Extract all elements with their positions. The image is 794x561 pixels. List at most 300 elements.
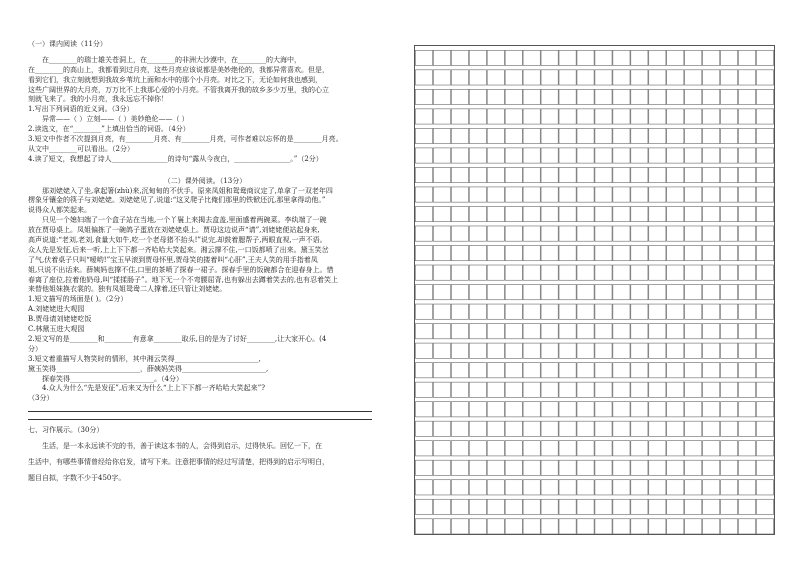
grid-cell[interactable]	[559, 382, 576, 397]
grid-cell[interactable]	[577, 402, 594, 417]
grid-cell[interactable]	[577, 441, 594, 456]
grid-cell[interactable]	[433, 50, 450, 65]
grid-cell[interactable]	[577, 421, 594, 436]
grid-cell[interactable]	[415, 402, 432, 417]
grid-cell[interactable]	[469, 128, 486, 143]
grid-cell[interactable]	[523, 89, 540, 104]
grid-cell[interactable]	[631, 460, 648, 475]
grid-cell[interactable]	[433, 519, 450, 534]
grid-cell[interactable]	[451, 148, 468, 163]
grid-cell[interactable]	[613, 245, 630, 260]
grid-cell[interactable]	[415, 187, 432, 202]
grid-cell[interactable]	[685, 167, 702, 182]
grid-cell[interactable]	[667, 460, 684, 475]
grid-cell[interactable]	[613, 519, 630, 534]
grid-cell[interactable]	[505, 402, 522, 417]
grid-cell[interactable]	[613, 167, 630, 182]
grid-cell[interactable]	[721, 128, 738, 143]
grid-cell[interactable]	[577, 245, 594, 260]
grid-cell[interactable]	[505, 226, 522, 241]
grid-cell[interactable]	[577, 265, 594, 280]
grid-cell[interactable]	[649, 460, 666, 475]
grid-cell[interactable]	[505, 460, 522, 475]
grid-cell[interactable]	[613, 70, 630, 85]
grid-cell[interactable]	[595, 402, 612, 417]
grid-cell[interactable]	[451, 89, 468, 104]
grid-cell[interactable]	[559, 167, 576, 182]
grid-cell[interactable]	[685, 441, 702, 456]
grid-cell[interactable]	[703, 304, 720, 319]
grid-cell[interactable]	[739, 421, 756, 436]
grid-cell[interactable]	[505, 167, 522, 182]
grid-cell[interactable]	[487, 285, 504, 300]
grid-cell[interactable]	[487, 70, 504, 85]
grid-cell[interactable]	[559, 206, 576, 221]
grid-cell[interactable]	[577, 226, 594, 241]
grid-cell[interactable]	[721, 89, 738, 104]
grid-cell[interactable]	[451, 480, 468, 495]
grid-cell[interactable]	[685, 50, 702, 65]
grid-cell[interactable]	[685, 187, 702, 202]
grid-cell[interactable]	[415, 226, 432, 241]
grid-cell[interactable]	[739, 128, 756, 143]
grid-cell[interactable]	[721, 206, 738, 221]
grid-cell[interactable]	[721, 499, 738, 514]
grid-cell[interactable]	[667, 128, 684, 143]
grid-cell[interactable]	[613, 206, 630, 221]
grid-cell[interactable]	[469, 206, 486, 221]
grid-cell[interactable]	[523, 363, 540, 378]
grid-cell[interactable]	[577, 50, 594, 65]
grid-cell[interactable]	[756, 148, 773, 163]
grid-cell[interactable]	[433, 285, 450, 300]
grid-cell[interactable]	[685, 343, 702, 358]
grid-cell[interactable]	[756, 441, 773, 456]
grid-cell[interactable]	[685, 89, 702, 104]
grid-cell[interactable]	[451, 265, 468, 280]
grid-cell[interactable]	[505, 304, 522, 319]
grid-cell[interactable]	[703, 109, 720, 124]
grid-cell[interactable]	[721, 245, 738, 260]
grid-cell[interactable]	[469, 324, 486, 339]
grid-cell[interactable]	[577, 148, 594, 163]
grid-cell[interactable]	[523, 460, 540, 475]
grid-cell[interactable]	[415, 363, 432, 378]
grid-cell[interactable]	[451, 363, 468, 378]
grid-cell[interactable]	[613, 285, 630, 300]
grid-cell[interactable]	[505, 89, 522, 104]
grid-cell[interactable]	[559, 421, 576, 436]
grid-cell[interactable]	[613, 128, 630, 143]
grid-cell[interactable]	[756, 519, 773, 534]
grid-cell[interactable]	[505, 363, 522, 378]
grid-cell[interactable]	[739, 148, 756, 163]
grid-cell[interactable]	[721, 421, 738, 436]
grid-cell[interactable]	[703, 460, 720, 475]
grid-cell[interactable]	[667, 167, 684, 182]
grid-cell[interactable]	[577, 187, 594, 202]
grid-cell[interactable]	[649, 245, 666, 260]
grid-cell[interactable]	[487, 499, 504, 514]
grid-cell[interactable]	[756, 363, 773, 378]
grid-cell[interactable]	[721, 226, 738, 241]
grid-cell[interactable]	[667, 382, 684, 397]
grid-cell[interactable]	[433, 363, 450, 378]
grid-cell[interactable]	[415, 499, 432, 514]
grid-cell[interactable]	[613, 148, 630, 163]
grid-cell[interactable]	[487, 167, 504, 182]
grid-cell[interactable]	[649, 70, 666, 85]
grid-cell[interactable]	[739, 363, 756, 378]
grid-cell[interactable]	[415, 70, 432, 85]
grid-cell[interactable]	[487, 519, 504, 534]
grid-cell[interactable]	[756, 128, 773, 143]
grid-cell[interactable]	[505, 343, 522, 358]
grid-cell[interactable]	[487, 441, 504, 456]
grid-cell[interactable]	[451, 324, 468, 339]
grid-cell[interactable]	[559, 285, 576, 300]
grid-cell[interactable]	[756, 109, 773, 124]
grid-cell[interactable]	[577, 285, 594, 300]
grid-cell[interactable]	[595, 187, 612, 202]
grid-cell[interactable]	[505, 441, 522, 456]
grid-cell[interactable]	[595, 167, 612, 182]
grid-cell[interactable]	[487, 343, 504, 358]
grid-cell[interactable]	[487, 109, 504, 124]
grid-cell[interactable]	[433, 206, 450, 221]
grid-cell[interactable]	[577, 128, 594, 143]
grid-cell[interactable]	[721, 480, 738, 495]
grid-cell[interactable]	[559, 128, 576, 143]
grid-cell[interactable]	[667, 421, 684, 436]
grid-cell[interactable]	[541, 148, 558, 163]
grid-cell[interactable]	[559, 460, 576, 475]
grid-cell[interactable]	[487, 304, 504, 319]
grid-cell[interactable]	[523, 148, 540, 163]
grid-cell[interactable]	[685, 499, 702, 514]
grid-cell[interactable]	[631, 402, 648, 417]
grid-cell[interactable]	[667, 304, 684, 319]
grid-cell[interactable]	[505, 421, 522, 436]
grid-cell[interactable]	[523, 50, 540, 65]
grid-cell[interactable]	[595, 89, 612, 104]
grid-cell[interactable]	[685, 245, 702, 260]
grid-cell[interactable]	[595, 265, 612, 280]
grid-cell[interactable]	[649, 363, 666, 378]
grid-cell[interactable]	[631, 226, 648, 241]
grid-cell[interactable]	[739, 50, 756, 65]
grid-cell[interactable]	[595, 70, 612, 85]
grid-cell[interactable]	[451, 109, 468, 124]
grid-cell[interactable]	[541, 206, 558, 221]
grid-cell[interactable]	[541, 441, 558, 456]
grid-cell[interactable]	[721, 148, 738, 163]
grid-cell[interactable]	[487, 89, 504, 104]
grid-cell[interactable]	[469, 402, 486, 417]
grid-cell[interactable]	[631, 148, 648, 163]
grid-cell[interactable]	[703, 265, 720, 280]
grid-cell[interactable]	[739, 206, 756, 221]
grid-cell[interactable]	[739, 245, 756, 260]
grid-cell[interactable]	[756, 499, 773, 514]
grid-cell[interactable]	[756, 324, 773, 339]
grid-cell[interactable]	[433, 70, 450, 85]
grid-cell[interactable]	[433, 167, 450, 182]
grid-cell[interactable]	[577, 324, 594, 339]
grid-cell[interactable]	[649, 187, 666, 202]
grid-cell[interactable]	[559, 226, 576, 241]
grid-cell[interactable]	[649, 421, 666, 436]
grid-cell[interactable]	[487, 480, 504, 495]
grid-cell[interactable]	[505, 480, 522, 495]
grid-cell[interactable]	[505, 265, 522, 280]
grid-cell[interactable]	[559, 324, 576, 339]
grid-cell[interactable]	[739, 304, 756, 319]
grid-cell[interactable]	[649, 265, 666, 280]
grid-cell[interactable]	[523, 265, 540, 280]
grid-cell[interactable]	[541, 167, 558, 182]
grid-cell[interactable]	[559, 519, 576, 534]
grid-cell[interactable]	[703, 245, 720, 260]
grid-cell[interactable]	[739, 519, 756, 534]
grid-cell[interactable]	[756, 89, 773, 104]
grid-cell[interactable]	[451, 245, 468, 260]
grid-cell[interactable]	[756, 70, 773, 85]
grid-cell[interactable]	[756, 343, 773, 358]
grid-cell[interactable]	[703, 382, 720, 397]
grid-cell[interactable]	[721, 70, 738, 85]
grid-cell[interactable]	[613, 265, 630, 280]
grid-cell[interactable]	[415, 421, 432, 436]
grid-cell[interactable]	[541, 50, 558, 65]
grid-cell[interactable]	[577, 167, 594, 182]
grid-cell[interactable]	[469, 187, 486, 202]
grid-cell[interactable]	[721, 50, 738, 65]
grid-cell[interactable]	[595, 441, 612, 456]
grid-cell[interactable]	[433, 402, 450, 417]
grid-cell[interactable]	[595, 50, 612, 65]
grid-cell[interactable]	[631, 324, 648, 339]
grid-cell[interactable]	[631, 70, 648, 85]
grid-cell[interactable]	[415, 50, 432, 65]
grid-cell[interactable]	[577, 89, 594, 104]
grid-cell[interactable]	[667, 206, 684, 221]
grid-cell[interactable]	[649, 167, 666, 182]
grid-cell[interactable]	[721, 460, 738, 475]
grid-cell[interactable]	[667, 324, 684, 339]
grid-cell[interactable]	[613, 50, 630, 65]
grid-cell[interactable]	[541, 265, 558, 280]
grid-cell[interactable]	[631, 343, 648, 358]
grid-cell[interactable]	[487, 128, 504, 143]
grid-cell[interactable]	[721, 402, 738, 417]
grid-cell[interactable]	[703, 421, 720, 436]
grid-cell[interactable]	[415, 89, 432, 104]
grid-cell[interactable]	[613, 441, 630, 456]
grid-cell[interactable]	[631, 128, 648, 143]
grid-cell[interactable]	[541, 343, 558, 358]
grid-cell[interactable]	[685, 460, 702, 475]
grid-cell[interactable]	[703, 50, 720, 65]
grid-cell[interactable]	[469, 70, 486, 85]
grid-cell[interactable]	[721, 441, 738, 456]
grid-cell[interactable]	[469, 421, 486, 436]
grid-cell[interactable]	[685, 402, 702, 417]
grid-cell[interactable]	[685, 206, 702, 221]
grid-cell[interactable]	[685, 480, 702, 495]
grid-cell[interactable]	[541, 285, 558, 300]
grid-cell[interactable]	[415, 460, 432, 475]
grid-cell[interactable]	[415, 128, 432, 143]
grid-cell[interactable]	[595, 499, 612, 514]
grid-cell[interactable]	[505, 128, 522, 143]
grid-cell[interactable]	[756, 265, 773, 280]
grid-cell[interactable]	[487, 265, 504, 280]
grid-cell[interactable]	[756, 421, 773, 436]
grid-cell[interactable]	[433, 324, 450, 339]
grid-cell[interactable]	[595, 304, 612, 319]
grid-cell[interactable]	[756, 226, 773, 241]
grid-cell[interactable]	[685, 285, 702, 300]
grid-cell[interactable]	[433, 460, 450, 475]
grid-cell[interactable]	[595, 363, 612, 378]
grid-cell[interactable]	[505, 187, 522, 202]
grid-cell[interactable]	[523, 343, 540, 358]
grid-cell[interactable]	[667, 70, 684, 85]
grid-cell[interactable]	[559, 70, 576, 85]
grid-cell[interactable]	[433, 128, 450, 143]
grid-cell[interactable]	[487, 226, 504, 241]
answer-line[interactable]	[28, 412, 372, 420]
grid-cell[interactable]	[703, 187, 720, 202]
grid-cell[interactable]	[739, 382, 756, 397]
grid-cell[interactable]	[433, 304, 450, 319]
grid-cell[interactable]	[469, 499, 486, 514]
grid-cell[interactable]	[721, 363, 738, 378]
grid-cell[interactable]	[613, 187, 630, 202]
grid-cell[interactable]	[595, 128, 612, 143]
grid-cell[interactable]	[756, 167, 773, 182]
grid-cell[interactable]	[703, 70, 720, 85]
grid-cell[interactable]	[703, 343, 720, 358]
grid-cell[interactable]	[433, 89, 450, 104]
grid-cell[interactable]	[505, 206, 522, 221]
grid-cell[interactable]	[685, 265, 702, 280]
grid-cell[interactable]	[756, 402, 773, 417]
grid-cell[interactable]	[523, 70, 540, 85]
grid-cell[interactable]	[703, 519, 720, 534]
grid-cell[interactable]	[595, 460, 612, 475]
grid-cell[interactable]	[649, 50, 666, 65]
grid-cell[interactable]	[756, 480, 773, 495]
grid-cell[interactable]	[756, 382, 773, 397]
grid-cell[interactable]	[487, 187, 504, 202]
grid-cell[interactable]	[523, 206, 540, 221]
grid-cell[interactable]	[505, 285, 522, 300]
grid-cell[interactable]	[415, 382, 432, 397]
grid-cell[interactable]	[469, 109, 486, 124]
grid-cell[interactable]	[703, 128, 720, 143]
grid-cell[interactable]	[433, 382, 450, 397]
grid-cell[interactable]	[739, 499, 756, 514]
grid-cell[interactable]	[469, 382, 486, 397]
grid-cell[interactable]	[739, 285, 756, 300]
grid-cell[interactable]	[487, 421, 504, 436]
grid-cell[interactable]	[667, 519, 684, 534]
grid-cell[interactable]	[469, 304, 486, 319]
grid-cell[interactable]	[667, 245, 684, 260]
grid-cell[interactable]	[685, 148, 702, 163]
grid-cell[interactable]	[595, 480, 612, 495]
grid-cell[interactable]	[721, 343, 738, 358]
grid-cell[interactable]	[739, 480, 756, 495]
grid-cell[interactable]	[739, 70, 756, 85]
grid-cell[interactable]	[721, 187, 738, 202]
grid-cell[interactable]	[487, 382, 504, 397]
grid-cell[interactable]	[541, 499, 558, 514]
grid-cell[interactable]	[433, 226, 450, 241]
grid-cell[interactable]	[649, 285, 666, 300]
grid-cell[interactable]	[667, 285, 684, 300]
grid-cell[interactable]	[685, 109, 702, 124]
grid-cell[interactable]	[649, 226, 666, 241]
grid-cell[interactable]	[559, 480, 576, 495]
grid-cell[interactable]	[451, 50, 468, 65]
grid-cell[interactable]	[631, 265, 648, 280]
grid-cell[interactable]	[469, 343, 486, 358]
grid-cell[interactable]	[703, 206, 720, 221]
grid-cell[interactable]	[649, 382, 666, 397]
grid-cell[interactable]	[487, 245, 504, 260]
grid-cell[interactable]	[577, 304, 594, 319]
grid-cell[interactable]	[451, 460, 468, 475]
grid-cell[interactable]	[667, 441, 684, 456]
grid-cell[interactable]	[756, 187, 773, 202]
grid-cell[interactable]	[559, 304, 576, 319]
grid-cell[interactable]	[739, 265, 756, 280]
grid-cell[interactable]	[631, 285, 648, 300]
grid-cell[interactable]	[469, 226, 486, 241]
grid-cell[interactable]	[433, 421, 450, 436]
grid-cell[interactable]	[649, 343, 666, 358]
grid-cell[interactable]	[415, 304, 432, 319]
grid-cell[interactable]	[559, 245, 576, 260]
grid-cell[interactable]	[631, 499, 648, 514]
grid-cell[interactable]	[559, 50, 576, 65]
grid-cell[interactable]	[469, 460, 486, 475]
grid-cell[interactable]	[721, 109, 738, 124]
grid-cell[interactable]	[595, 519, 612, 534]
grid-cell[interactable]	[505, 109, 522, 124]
grid-cell[interactable]	[415, 206, 432, 221]
grid-cell[interactable]	[433, 480, 450, 495]
grid-cell[interactable]	[433, 245, 450, 260]
grid-cell[interactable]	[541, 324, 558, 339]
grid-cell[interactable]	[667, 50, 684, 65]
grid-cell[interactable]	[541, 363, 558, 378]
grid-cell[interactable]	[703, 226, 720, 241]
composition-grid[interactable]	[414, 45, 775, 535]
grid-cell[interactable]	[667, 109, 684, 124]
grid-cell[interactable]	[451, 421, 468, 436]
grid-cell[interactable]	[523, 441, 540, 456]
grid-cell[interactable]	[523, 421, 540, 436]
grid-cell[interactable]	[667, 187, 684, 202]
grid-cell[interactable]	[487, 148, 504, 163]
grid-cell[interactable]	[631, 304, 648, 319]
grid-cell[interactable]	[649, 128, 666, 143]
grid-cell[interactable]	[523, 480, 540, 495]
